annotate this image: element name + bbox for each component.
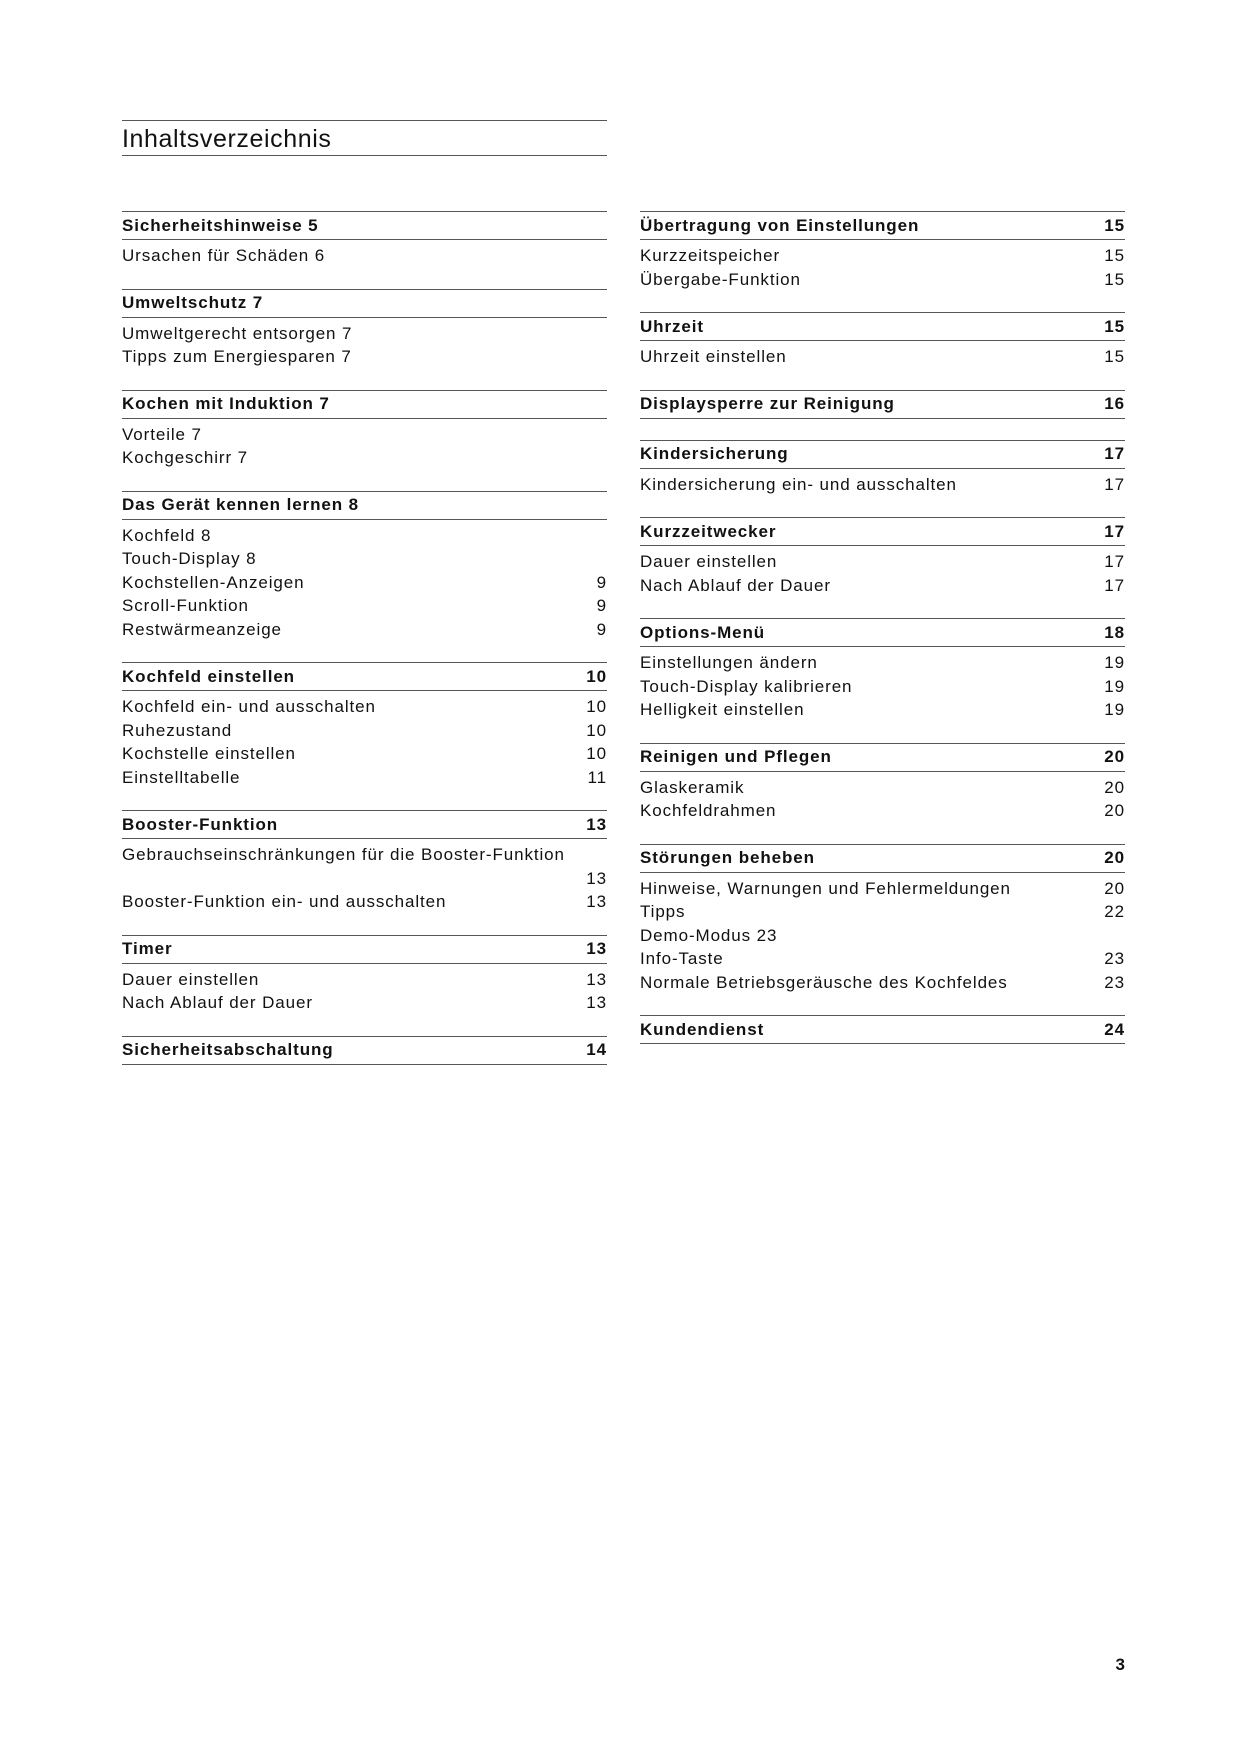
entry-page-number: 10 [586,697,607,716]
entry-title: Touch-Display kalibrieren [640,676,853,696]
page-title: Inhaltsverzeichnis [122,120,607,156]
entry-title: Kochstellen-Anzeigen [122,572,305,592]
section-title: Kochen mit Induktion 7 [122,394,330,413]
entry-page-number: 23 [1104,972,1125,992]
section-page-number: 20 [1104,848,1125,867]
section-page-number: 10 [586,666,607,686]
entry-title: Kochfeld 8 [122,525,212,545]
entry-page-number: 15 [1104,347,1125,366]
entry-page-number: 9 [596,572,607,592]
section-title: Übertragung von Einstellungen [640,215,920,235]
entry-page-number: 15 [1104,269,1125,289]
entry-title: Uhrzeit einstellen [640,347,787,366]
toc-entry [640,877,1125,901]
toc-entry [640,776,1125,800]
entry-title: Einstelltabelle [122,767,241,787]
entry-title: Dauer einstellen [640,552,778,571]
toc-section [122,810,607,914]
section-title: Kindersicherung [640,444,789,463]
entry-title: Normale Betriebsgeräusche des Kochfeldes [640,972,1008,992]
entry-title: Kochfeld ein- und ausschalten [122,697,376,716]
toc-entry [122,991,607,1015]
toc-section [122,491,607,642]
section-page-number: 15 [1104,215,1125,235]
section-page-number: 20 [1104,747,1125,766]
entry-page-number: 13 [586,969,607,989]
entry-page-number: 19 [1104,676,1125,696]
section-page-number: 13 [586,939,607,958]
toc-entry [640,345,1125,369]
entry-title: Glaskeramik [640,777,745,797]
entry-page-number: 19 [1104,653,1125,672]
toc-section-heading [122,935,607,964]
section-page-number: 24 [1104,1019,1125,1039]
toc-section-heading [122,662,607,691]
toc-section [640,743,1125,823]
entry-title: Vorteile 7 [122,424,202,444]
toc-entry [122,322,607,346]
toc-section-heading [122,810,607,839]
entry-title: Kochgeschirr 7 [122,448,248,467]
entry-page-number: 13 [586,868,607,888]
entry-page-number: 9 [596,596,607,615]
toc-entry [640,924,1125,948]
toc-section [640,390,1125,419]
toc-entry [122,345,607,369]
toc-section-heading [640,312,1125,341]
toc-entry [640,799,1125,823]
toc-entry [640,900,1125,924]
entry-title: Kochstelle einstellen [122,744,296,763]
section-page-number: 18 [1104,622,1125,642]
section-title: Kundendienst [640,1019,765,1039]
entry-page-number: 23 [1104,949,1125,968]
toc-section [640,312,1125,369]
toc-entry [122,766,607,790]
section-page-number: 17 [1104,521,1125,541]
entry-page-number: 11 [587,767,607,787]
toc-section-heading [122,491,607,520]
entry-page-number: 20 [1104,878,1125,898]
toc-section [640,1015,1125,1044]
section-title: Störungen beheben [640,848,815,867]
entry-page-number: 22 [1104,902,1125,921]
toc-section-heading [640,844,1125,873]
section-title: Reinigen und Pflegen [640,747,832,766]
section-title: Sicherheitshinweise 5 [122,215,319,235]
entry-title: Übergabe-Funktion [640,269,801,289]
entry-page-number: 10 [586,720,607,740]
toc-entry [640,947,1125,971]
section-title: Kochfeld einstellen [122,666,295,686]
toc-section [640,517,1125,597]
section-page-number: 14 [586,1040,607,1059]
entry-page-number: 13 [586,892,607,911]
entry-title: Hinweise, Warnungen und Fehlermeldungen [640,878,1011,898]
toc-section [640,618,1125,722]
toc-section-heading [640,743,1125,772]
section-title: Options-Menü [640,622,766,642]
toc-entry [122,594,607,618]
toc-section [640,440,1125,497]
toc-section [122,211,607,268]
toc-entry [640,244,1125,268]
entry-page-number: 17 [1104,575,1125,595]
entry-title: Umweltgerecht entsorgen 7 [122,323,353,343]
toc-section-heading [640,440,1125,469]
entry-page-number: 17 [1104,474,1125,494]
section-title: Umweltschutz 7 [122,293,264,312]
toc-section-heading [640,517,1125,546]
entry-title: Ruhezustand [122,720,233,740]
entry-title: Demo-Modus 23 [640,925,778,945]
toc-entry [640,473,1125,497]
entry-page-number: 20 [1104,777,1125,797]
section-page-number: 15 [1104,316,1125,336]
toc-section [122,662,607,789]
section-page-number: 17 [1104,444,1125,463]
toc-left-column [122,211,607,1086]
toc-section [122,1036,607,1065]
toc-entry [640,675,1125,699]
toc-entry [122,843,607,890]
section-title: Booster-Funktion [122,814,279,834]
toc-entry [122,547,607,571]
toc-entry [640,268,1125,292]
entry-page-number: 10 [586,744,607,763]
toc-entry [122,742,607,766]
entry-title: Touch-Display 8 [122,549,257,568]
toc-section-heading [640,1015,1125,1044]
toc-entry [122,719,607,743]
toc-section-heading [122,1036,607,1065]
toc-entry [122,968,607,992]
entry-title: Info-Taste [640,949,724,968]
entry-title: Tipps [640,902,686,921]
toc-entry [122,244,607,268]
toc-section-heading [122,289,607,318]
entry-title: Restwärmeanzeige [122,619,282,639]
toc-entry [640,698,1125,722]
entry-page-number: 9 [596,619,607,639]
page-number: 3 [1115,1655,1125,1674]
toc-section-heading [122,390,607,419]
toc-section-heading [640,618,1125,647]
toc-section [122,289,607,369]
toc-section-heading [640,390,1125,419]
toc-entry [122,890,607,914]
entry-title: Kurzzeitspeicher [640,246,781,265]
toc-section [640,844,1125,995]
entry-title: Tipps zum Energiesparen 7 [122,347,352,366]
section-title: Kurzzeitwecker [640,521,777,541]
entry-title: Helligkeit einstellen [640,700,805,719]
toc-section-heading [122,211,607,240]
toc-entry [640,550,1125,574]
toc-section [640,211,1125,291]
section-title: Das Gerät kennen lernen 8 [122,495,359,514]
toc-entry [122,524,607,548]
entry-page-number: 13 [586,993,607,1012]
toc-entry [640,574,1125,598]
section-page-number: 16 [1104,394,1125,413]
toc-entry [122,695,607,719]
toc-section [122,390,607,470]
entry-page-number: 17 [1104,552,1125,571]
entry-title: Nach Ablauf der Dauer [122,993,313,1012]
entry-page-number: 15 [1104,246,1125,265]
entry-title: Ursachen für Schäden 6 [122,246,326,265]
entry-page-number: 20 [1104,801,1125,820]
toc-entry [122,423,607,447]
entry-title: Gebrauchseinschränkungen für die Booster-Funktion [122,845,565,864]
entry-title: Einstellungen ändern [640,653,818,672]
toc-entry [122,571,607,595]
entry-title: Kochfeldrahmen [640,801,777,820]
entry-title: Kindersicherung ein- und ausschalten [640,474,957,494]
section-title: Timer [122,939,173,958]
entry-title: Nach Ablauf der Dauer [640,575,831,595]
toc-section [122,935,607,1015]
toc-entry [122,618,607,642]
toc-right-column [640,211,1125,1065]
entry-page-number: 19 [1104,700,1125,719]
section-page-number: 13 [586,814,607,834]
toc-entry [640,971,1125,995]
toc-section-heading [640,211,1125,240]
entry-title: Booster-Funktion ein- und ausschalten [122,892,447,911]
entry-title: Scroll-Funktion [122,596,249,615]
section-title: Displaysperre zur Reinigung [640,394,895,413]
section-title: Uhrzeit [640,316,704,336]
entry-title: Dauer einstellen [122,969,260,989]
toc-entry [122,446,607,470]
toc-entry [640,651,1125,675]
section-title: Sicherheitsabschaltung [122,1040,334,1059]
